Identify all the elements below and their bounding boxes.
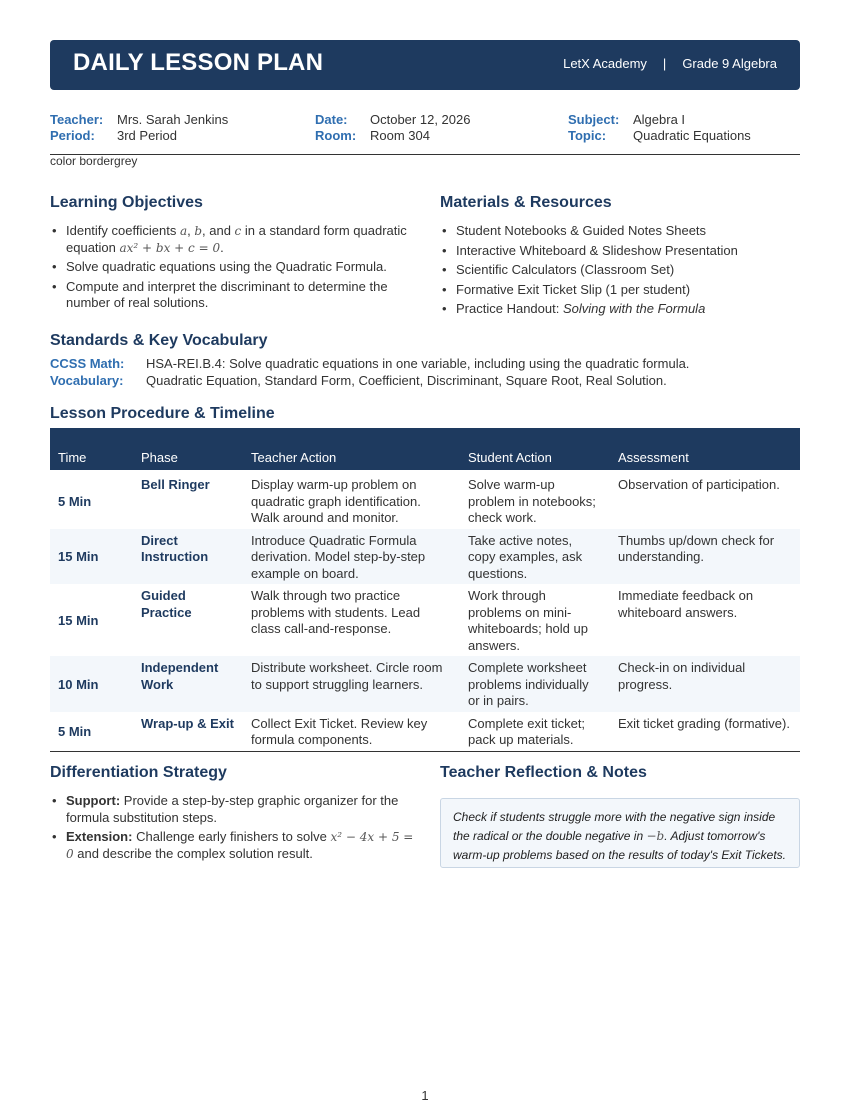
differentiation-heading: Differentiation Strategy [50, 764, 227, 781]
reflection-box [440, 798, 800, 868]
header-assessment: Assessment [610, 428, 800, 472]
standards-heading: Standards & Key Vocabulary [50, 332, 268, 349]
school-name: LetX Academy [563, 56, 647, 71]
table-row: 15 Min Direct Instruction Introduce Quadratic Formula derivation. Model step-by-step example on board. Take active notes, copy examples, ask questions. Thumbs up/down check for understanding. [50, 529, 800, 585]
list-item: • Support: Provide a step-by-step graphic organizer for the formula substitution steps. [50, 793, 415, 826]
subject-label: Subject: [568, 112, 620, 127]
date-value: October 12, 2026 [370, 112, 471, 127]
room-value: Room 304 [370, 128, 430, 143]
procedure-table [50, 428, 800, 752]
header-banner [50, 40, 800, 90]
header-student-action: Student Action [460, 428, 610, 472]
room-label: Room: [315, 128, 357, 143]
list-item: • Formative Exit Ticket Slip (1 per student) [440, 282, 800, 299]
table-row: 15 Min Guided Practice Walk through two practice problems with students. Lead class call-and-response. Work through problems on mini-whiteboards; hold up answers. Immediate feedback on whiteboard answers. [58, 588, 754, 653]
objectives-list [50, 223, 415, 315]
ccss-row [50, 356, 689, 371]
period-label: Period: [50, 128, 95, 143]
list-item: • Identify coefficients a, b, and c in a standard form quadratic equation ax² + bx + c = 0. [50, 223, 415, 256]
topic-label: Topic: [568, 128, 607, 143]
reflection-heading: Teacher Reflection & Notes [440, 764, 647, 781]
header-time: Time [50, 428, 133, 472]
table-row: 5 Min Wrap-up & Exit Collect Exit Ticket. Review key formula components. Complete exit ticket; pack up materials. Exit ticket grading (formative). [50, 712, 800, 752]
grade-label: Grade 9 Algebra [682, 56, 777, 71]
objectives-heading: Learning Objectives [50, 194, 203, 211]
page-title: DAILY LESSON PLAN [73, 49, 324, 76]
vocab-label: Vocabulary: [50, 373, 124, 388]
vocab-row [50, 373, 667, 388]
stray-text: color bordergrey [50, 154, 138, 168]
date-label: Date: [315, 112, 348, 127]
ccss-value: HSA-REI.B.4: Solve quadratic equations in one variable, including using the quadratic formula. [146, 356, 690, 371]
header-separator: | [662, 56, 667, 71]
period-value: 3rd Period [117, 128, 177, 143]
list-item: • Student Notebooks & Guided Notes Sheets [440, 223, 800, 240]
differentiation-list [50, 793, 415, 865]
reflection-text: Check if students struggle more with the negative sign inside the radical or the double negative in −b. Adjust tomorrow's warm-up problems based on the results of today's Exit Tickets. [453, 810, 786, 862]
teacher-value: Mrs. Sarah Jenkins [117, 112, 229, 127]
page-number: 1 [421, 1088, 429, 1103]
ccss-label: CCSS Math: [50, 356, 125, 371]
meta-col-teacher [50, 112, 228, 144]
list-item: • Interactive Whiteboard & Slideshow Presentation [440, 243, 800, 260]
list-item: • Compute and interpret the discriminant to determine the number of real solutions. [50, 279, 415, 312]
list-item: • Scientific Calculators (Classroom Set) [440, 262, 800, 279]
header-info [563, 56, 777, 71]
procedure-heading: Lesson Procedure & Timeline [50, 405, 275, 422]
header-teacher-action: Teacher Action [243, 428, 460, 472]
meta-col-subject [568, 112, 751, 144]
subject-value: Algebra I [633, 112, 686, 127]
table-header-row [50, 428, 800, 472]
topic-value: Quadratic Equations [633, 128, 751, 143]
list-item: • Extension: Challenge early finishers to solve x² − 4x + 5 = 0 and describe the complex solution result. [50, 829, 415, 862]
lesson-meta [50, 112, 800, 155]
list-item: • Practice Handout: Solving with the Formula [440, 301, 800, 318]
table-row: 5 Min Bell Ringer Display warm-up problem on quadratic graph identification. Walk around and monitor. Solve warm-up problem in notebooks; check work. Observation of participation. [58, 477, 780, 525]
materials-heading: Materials & Resources [440, 194, 612, 211]
table-row: 10 Min Independent Work Distribute worksheet. Circle room to support struggling learners. Complete worksheet problems individually or in pairs. Check-in on individual progress. [50, 656, 800, 712]
materials-list [440, 223, 800, 321]
header-phase: Phase [133, 428, 243, 472]
meta-col-date [315, 112, 470, 144]
list-item: • Solve quadratic equations using the Quadratic Formula. [50, 259, 415, 276]
vocab-value: Quadratic Equation, Standard Form, Coefficient, Discriminant, Square Root, Real Solution. [146, 373, 667, 388]
teacher-label: Teacher: [50, 112, 104, 127]
